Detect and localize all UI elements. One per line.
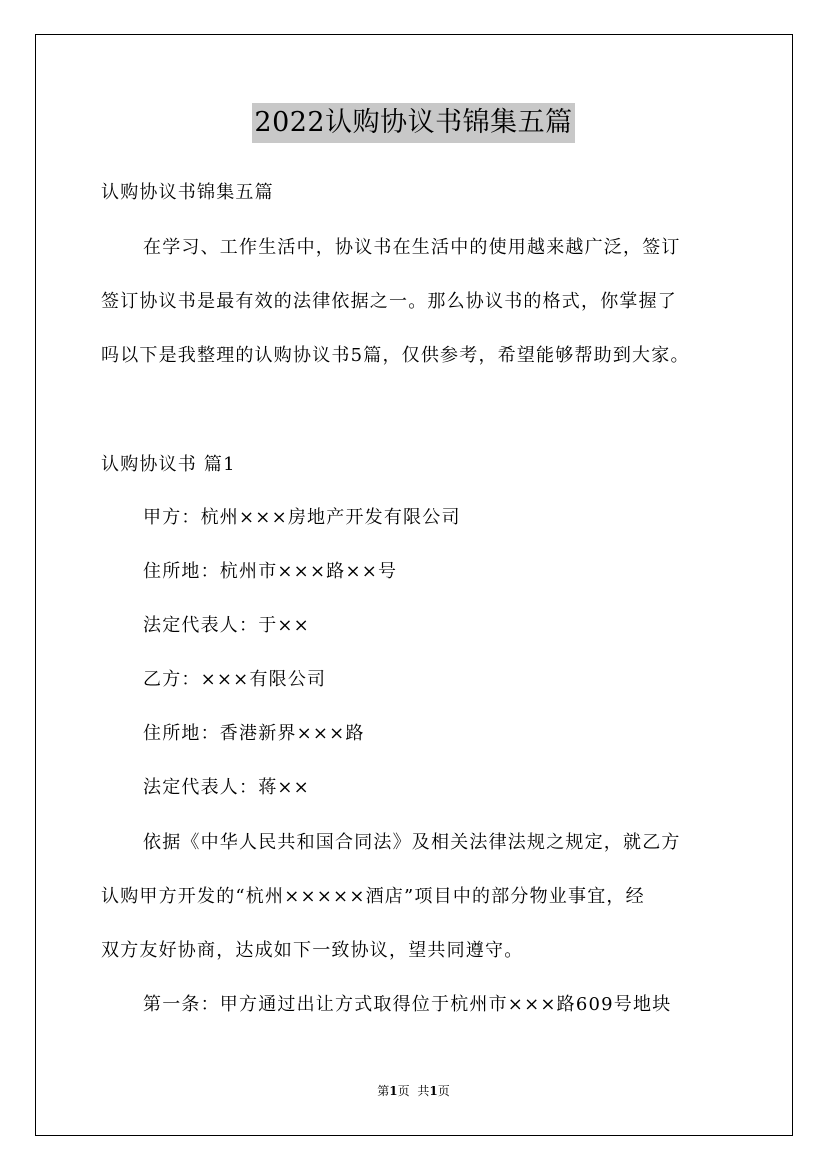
party-line: 法定代表人：于×× (143, 615, 310, 636)
footer-total-suffix: 页 (437, 1084, 450, 1098)
intro-line-3: 吗以下是我整理的认购协议书5篇，仅供参考，希望能够帮助到大家。 (101, 345, 690, 366)
party-line: 住所地：杭州市×××路××号 (143, 561, 398, 582)
intro-line-1: 在学习、工作生活中，协议书在生活中的使用越来越广泛，签订 (143, 237, 681, 258)
footer-page-prefix: 第 (377, 1084, 390, 1098)
footer-total-number: 1 (429, 1084, 438, 1098)
document-subtitle: 认购协议书锦集五篇 (101, 182, 274, 203)
basis-line-3: 双方友好协商，达成如下一致协议，望共同遵守。 (101, 940, 524, 961)
page-footer (0, 1083, 827, 1099)
section-heading: 认购协议书 篇1 (101, 454, 236, 475)
party-line: 甲方：杭州×××房地产开发有限公司 (143, 507, 461, 528)
party-line: 住所地：香港新界×××路 (143, 723, 365, 744)
title-container (0, 103, 827, 143)
footer-total-prefix: 共 (417, 1084, 430, 1098)
intro-line-2: 签订协议书是最有效的法律依据之一。那么协议书的格式，你掌握了 (101, 291, 677, 312)
party-line: 法定代表人：蒋×× (143, 777, 310, 798)
basis-line-2: 认购甲方开发的“杭州×××××酒店”项目中的部分物业事宜，经 (101, 886, 645, 907)
footer-page-number: 1 (389, 1084, 398, 1098)
party-line: 乙方：×××有限公司 (143, 669, 327, 690)
article-1-line: 第一条：甲方通过出让方式取得位于杭州市×××路609号地块 (143, 994, 672, 1015)
footer-page-suffix: 页 (397, 1084, 410, 1098)
document-title: 2022认购协议书锦集五篇 (252, 103, 574, 143)
basis-line-1: 依据《中华人民共和国合同法》及相关法律法规之规定，就乙方 (143, 832, 681, 853)
